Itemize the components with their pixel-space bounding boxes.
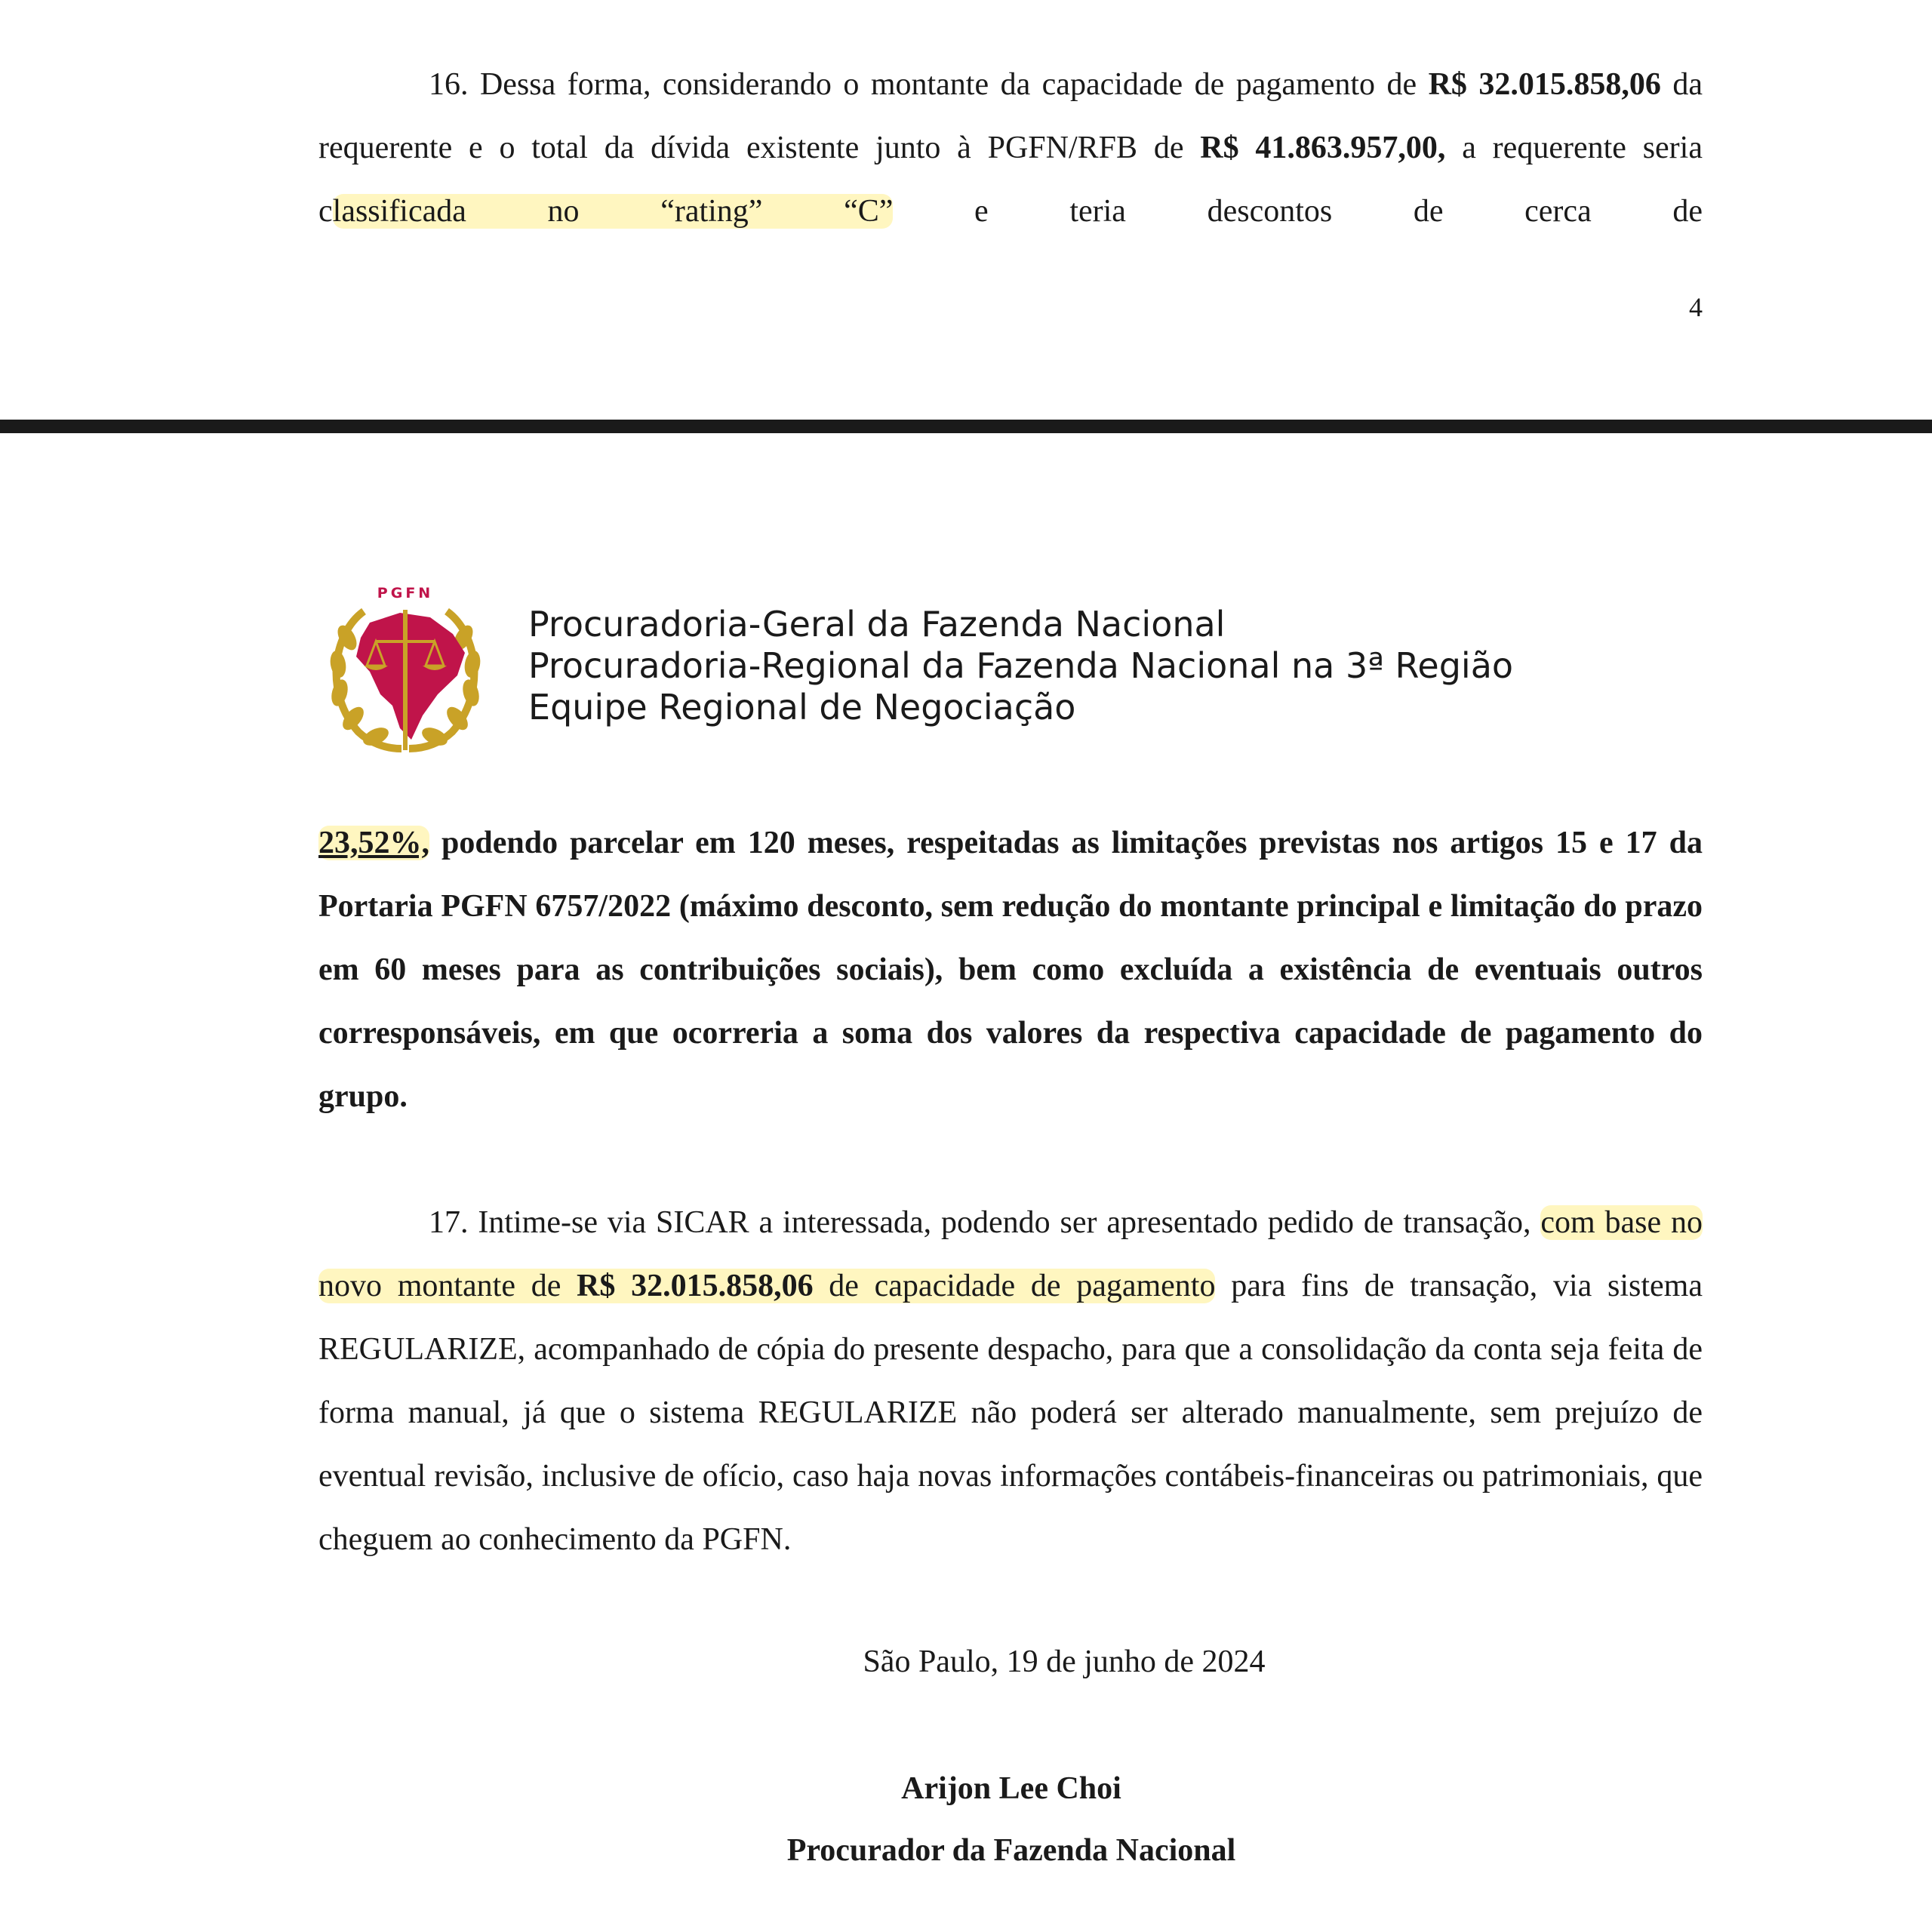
paragraph-17: 17. Intime-se via SICAR a interessada, podendo ser apresentado pedido de transação, com base no novo montante de R$ 32.015.858,06 de capacidade de pagamento para fins de transação, via sistema REGULARIZE, acompanhado de cópia do presente despacho, para que a consolidação da conta seja feita de forma manual, já que o sistema REGULARIZE não poderá ser alterado manualmente, sem prejuízo de eventual revisão, inclusive de ofício, caso haja novas informações contábeis-financeiras ou patrimoniais, que cheguem ao conhecimento da PGFN. (318, 1205, 1703, 1557)
capacity-amount: R$ 32.015.858,06 (1428, 67, 1661, 102)
page-divider (0, 420, 1932, 433)
continuation-paragraph: 23,52%, podendo parcelar em 120 meses, respeitadas as limitações previstas nos artigos 15 e 17 da Portaria PGFN 6757/2022 (máximo desconto, sem redução do montante principal e limitação do prazo em 60 meses para as contribuições sociais), bem como excluída a existência de eventuais outros corresponsáveis, em que ocorreria a soma dos valores da respectiva capacidade de pagamento do grupo. (318, 826, 1703, 1114)
page-number: 4 (1689, 292, 1703, 322)
capacity-highlight: com base no novo montante de R$ 32.015.858,06 de capacidade de pagamento (318, 1205, 1703, 1303)
pgfn-logo (317, 581, 494, 753)
letterhead-line-3: Equipe Regional de Negociação (528, 687, 1076, 728)
signatory-name: Arijon Lee Choi (901, 1771, 1121, 1806)
letterhead-line-2: Procuradoria-Regional da Fazenda Nacional na 3ª Região (528, 645, 1514, 686)
discount-percent: 23,52%, (318, 826, 429, 860)
letterhead (528, 604, 1513, 728)
signatory-title: Procurador da Fazenda Nacional (786, 1833, 1236, 1868)
logo-text: PGFN (377, 585, 434, 601)
debt-amount: R$ 41.863.957,00, (1200, 131, 1446, 165)
paragraph-16: 16. Dessa forma, considerando o montante da capacidade de pagamento de R$ 32.015.858,06 da requerente e o total da dívida existente junto à PGFN/RFB de R$ 41.863.957,00, a requerente seria classificada no “rating” “C” e teria descontos de cerca de (318, 67, 1703, 229)
letterhead-line-1: Procuradoria-Geral da Fazenda Nacional (528, 604, 1226, 645)
rating-highlight: lassificada no “rating” “C” (332, 194, 894, 229)
date-line: São Paulo, 19 de junho de 2024 (863, 1644, 1266, 1679)
